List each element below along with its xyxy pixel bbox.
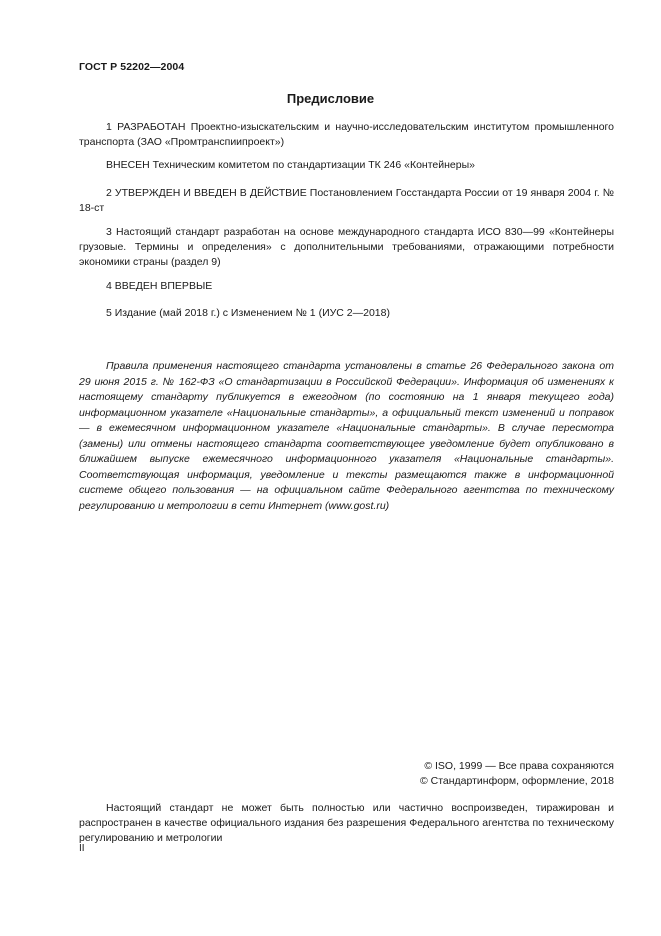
preface-item-1b: ВНЕСЕН Техническим комитетом по стандартизации ТК 246 «Контейнеры» bbox=[106, 159, 475, 171]
preface-item-4: 4 ВВЕДЕН ВПЕРВЫЕ bbox=[106, 280, 213, 292]
preface-item-2: 2 УТВЕРЖДЕН И ВВЕДЕН В ДЕЙСТВИЕ Постановлением Госстандарта России от 19 января 2004 г. № 18-ст bbox=[79, 187, 614, 214]
document-code: ГОСТ Р 52202—2004 bbox=[79, 61, 185, 73]
preface-item-1: 1 РАЗРАБОТАН Проектно-изыскательским и научно-исследовательским институтом промышленного транспорта (ЗАО «Промтранспиипроект») bbox=[79, 121, 614, 148]
reproduction-notice: Настоящий стандарт не может быть полностью или частично воспроизведен, тиражирован и распространен в качестве официального издания без разрешения Федерального агентства по техническому регулированию и метрологии bbox=[79, 802, 614, 844]
preface-item-5: 5 Издание (май 2018 г.) с Изменением № 1 (ИУС 2—2018) bbox=[106, 307, 390, 319]
preface-item-3: 3 Настоящий стандарт разработан на основе международного стандарта ИСО 830—99 «Контейнеры грузовые. Термины и определения» с дополнительными требованиями, отражающими потребности экономики страны (раздел 9) bbox=[79, 226, 614, 268]
page-number: II bbox=[79, 843, 85, 854]
copyright-publisher: © Стандартинформ, оформление, 2018 bbox=[419, 775, 614, 787]
standard-notice: Правила применения настоящего стандарта установлены в статье 26 Федерального закона от 29 июня 2015 г. № 162-ФЗ «О стандартизации в Российской Федерации». Информация об изменениях к настоящему стандарту публикуется в ежегодном (по состоянию на 1 января текущего года) информационном указателе «Национальные стандарты», а официальный текст изменений и поправок — в ежемесячном информационном указателе «Национальные стандарты». В случае пересмотра (замены) или отмены настоящего стандарта соответствующее уведомление будет опубликовано в ближайшем выпуске ежемесячного информационного указателя «Национальные стандарты». Соответствующая информация, уведомление и тексты размещаются также в информационной системе общего пользования — на официальном сайте Федерального агентства по техническому регулированию и метрологии в сети Интернет (www.gost.ru) bbox=[79, 360, 614, 512]
preface-title: Предисловие bbox=[286, 91, 375, 106]
copyright-iso: © ISO, 1999 — Все права сохраняются bbox=[424, 760, 614, 772]
